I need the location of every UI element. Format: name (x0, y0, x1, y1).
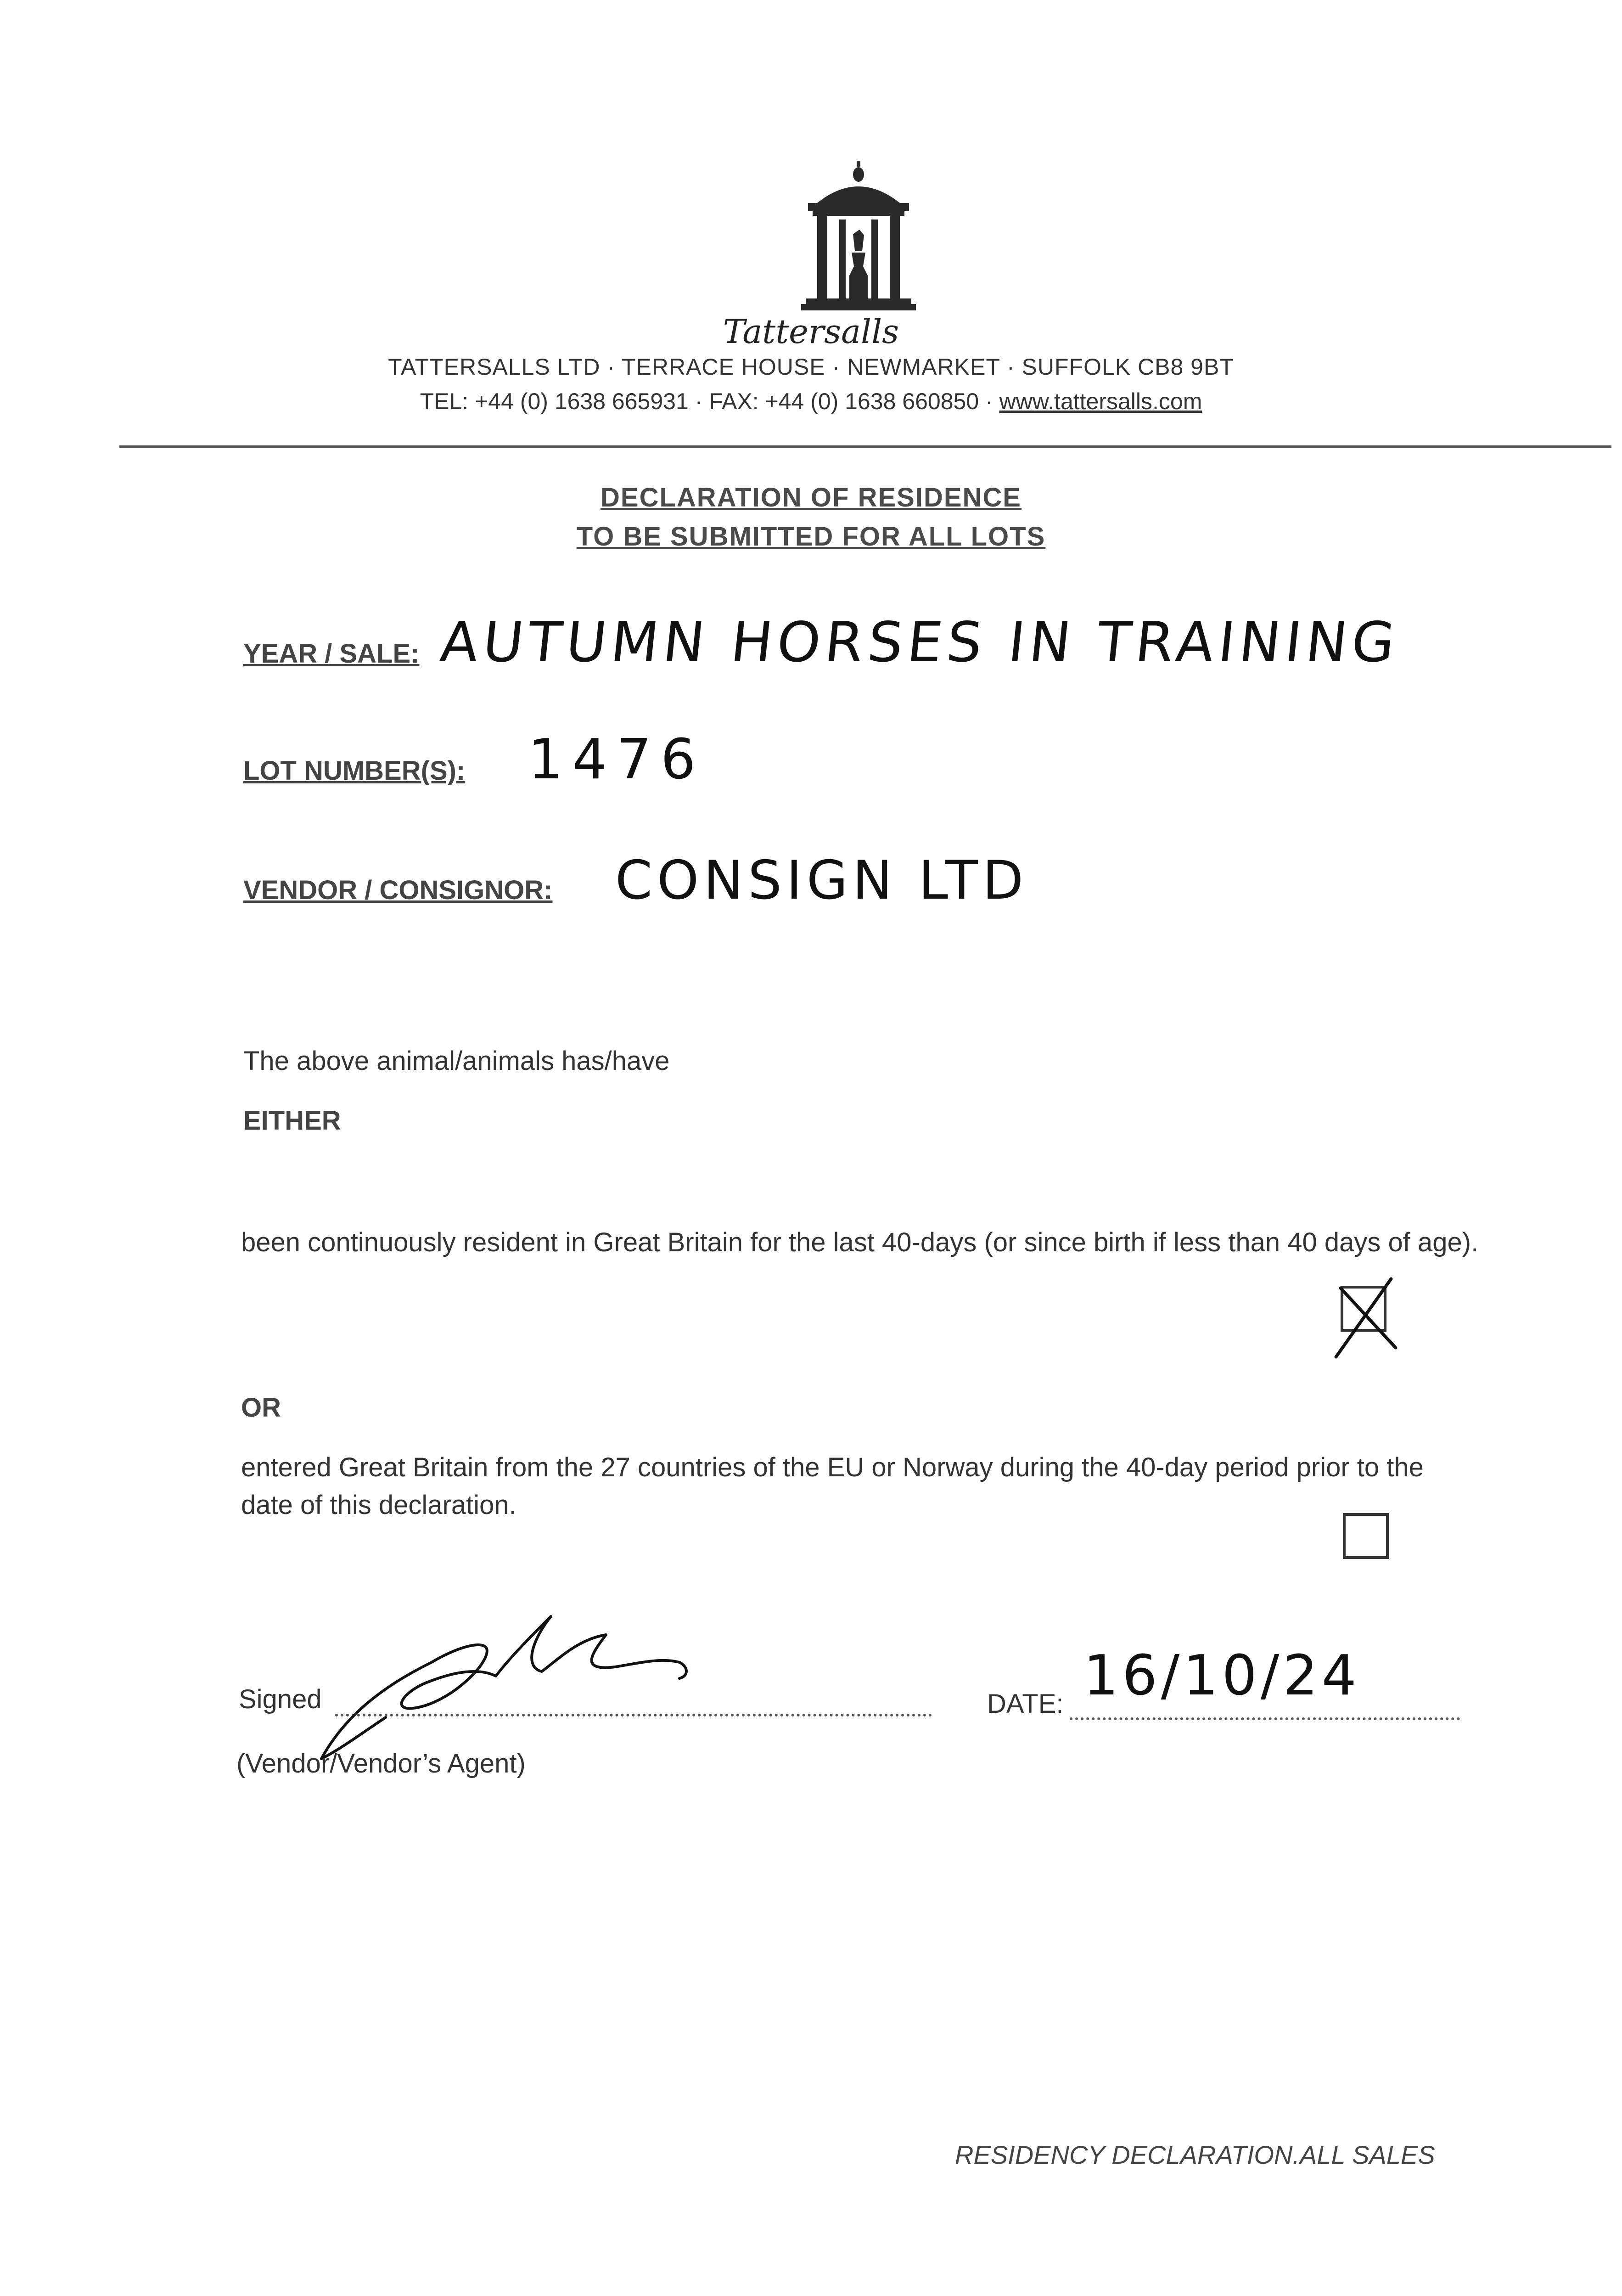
handwritten-signature[interactable] (294, 1598, 707, 1763)
contact-line (0, 388, 1622, 415)
document-title: DECLARATION OF RESIDENCE (601, 483, 1021, 512)
lot-number-label: LOT NUMBER(S): (243, 756, 466, 786)
year-sale-label: YEAR / SALE: (243, 639, 420, 669)
signed-label: Signed (239, 1684, 322, 1714)
option-2-text: entered Great Britain from the 27 countries of the EU or Norway during the 40-day period prior to the date of this declaration. (241, 1452, 1424, 1520)
contact-details: TEL: +44 (0) 1638 665931 · FAX: +44 (0) 1638 660850 · (420, 388, 999, 414)
tattersalls-rotunda-logo (799, 161, 918, 312)
or-heading: OR (241, 1393, 281, 1423)
date-value[interactable]: 16/10/24 (1083, 1644, 1360, 1708)
header-divider (119, 445, 1611, 448)
vendor-agent-label: (Vendor/Vendor’s Agent) (236, 1749, 526, 1778)
either-heading: EITHER (243, 1106, 341, 1136)
document-subtitle: TO BE SUBMITTED FOR ALL LOTS (576, 522, 1046, 551)
brand-name: Tattersalls (723, 312, 899, 351)
vendor-consignor-label: VENDOR / CONSIGNOR: (243, 875, 553, 905)
vendor-consignor-value[interactable]: CONSIGN LTD (615, 850, 1028, 912)
option-2-checkbox[interactable] (1343, 1513, 1389, 1559)
lot-number-value[interactable]: 1476 (528, 728, 705, 792)
year-sale-value[interactable]: AUTUMN HORSES IN TRAINING (437, 611, 1403, 675)
website-link[interactable]: www.tattersalls.com (999, 388, 1202, 414)
checkmark-icon (1318, 1267, 1409, 1359)
footer-form-reference: RESIDENCY DECLARATION.ALL SALES (955, 2140, 1435, 2169)
intro-text: The above animal/animals has/have (243, 1046, 670, 1076)
date-line (1070, 1717, 1460, 1720)
date-label: DATE: (987, 1689, 1064, 1719)
address-line: TATTERSALLS LTD · TERRACE HOUSE · NEWMARKET · SUFFOLK CB8 9BT (388, 354, 1234, 380)
option-1-text: been continuously resident in Great Britain for the last 40-days (or since birth if less than 40 days of age). (241, 1227, 1479, 1257)
